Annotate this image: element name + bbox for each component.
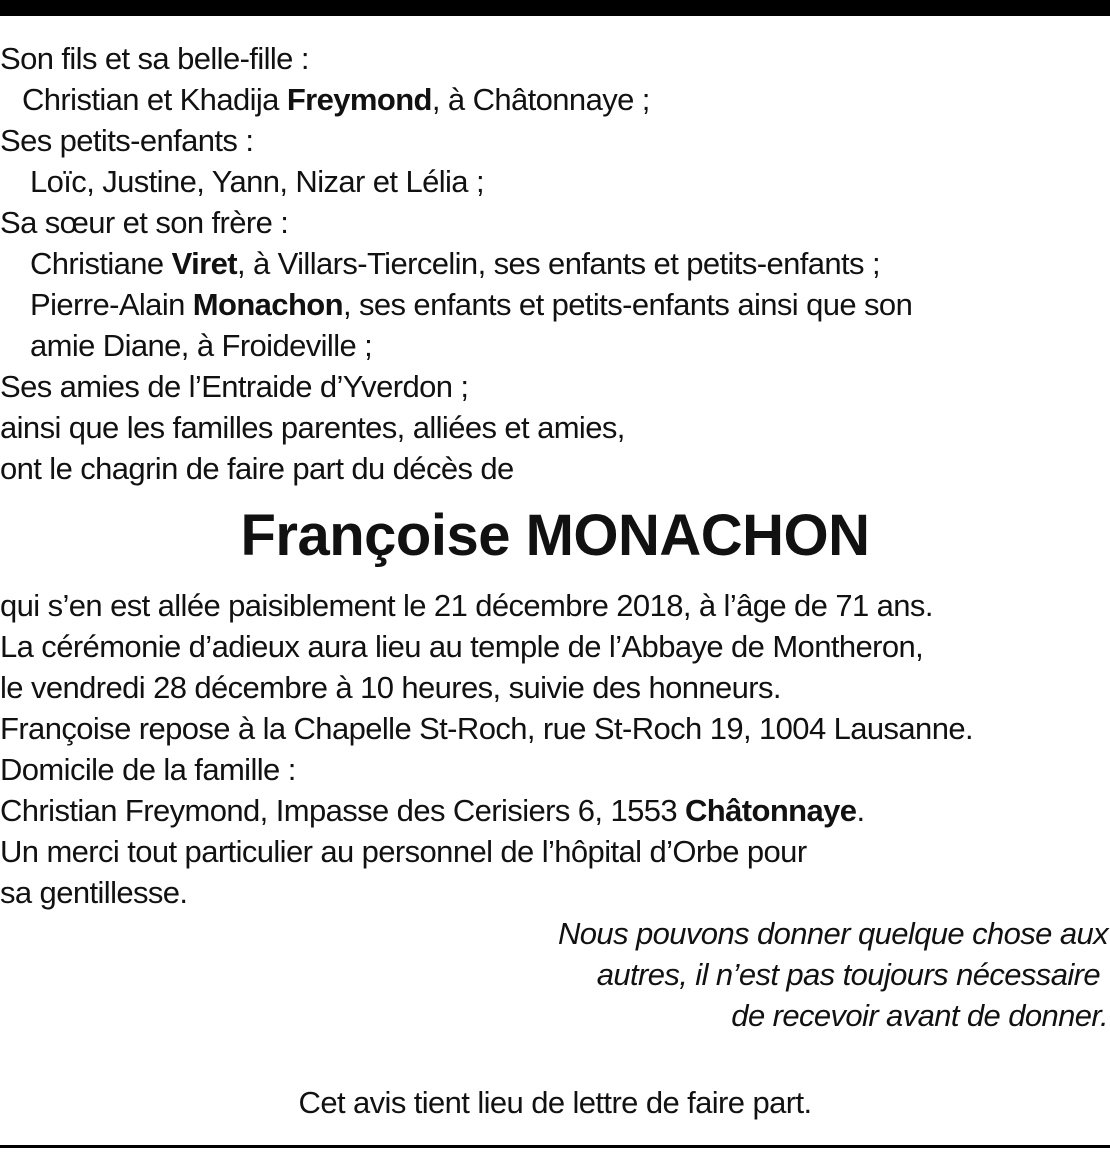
- quote-line-1: Nous pouvons donner quelque chose aux: [558, 916, 1108, 951]
- son-names: Christian et Khadija: [22, 82, 287, 117]
- domicile-address-line: [0, 790, 1110, 831]
- details-line-2: La cérémonie d’adieux aura lieu au temple de l’Abbaye de Montheron,: [0, 629, 924, 664]
- thanks-line-2: sa gentillesse.: [0, 875, 188, 910]
- brother-line-2: amie Diane, à Froideville ;: [30, 328, 373, 363]
- sister-rest: , à Villars-Tiercelin, ses enfants et petits-enfants ;: [236, 246, 880, 281]
- bottom-rule: [0, 1145, 1110, 1148]
- brother-surname: Monachon: [192, 287, 343, 322]
- details-line-1: qui s’en est allée paisiblement le 21 décembre 2018, à l’âge de 71 ans.: [0, 588, 933, 623]
- details-line-4: Françoise repose à la Chapelle St-Roch, rue St-Roch 19, 1004 Lausanne.: [0, 711, 973, 746]
- domicile-address: Christian Freymond, Impasse des Cerisiers 6, 1553: [0, 793, 686, 828]
- domicile-heading: Domicile de la famille :: [0, 752, 296, 787]
- spacer: [0, 1036, 1110, 1082]
- sister-surname: Viret: [171, 246, 237, 281]
- details-line-3: le vendredi 28 décembre à 10 heures, suivie des honneurs.: [0, 670, 781, 705]
- son-place: , à Châtonnaye ;: [431, 82, 650, 117]
- brother-rest: , ses enfants et petits-enfants ainsi que son: [342, 287, 913, 322]
- relatives-line: ainsi que les familles parentes, alliées et amies,: [0, 410, 625, 445]
- domicile-town: Châtonnaye: [685, 793, 857, 828]
- thanks-line-1: Un merci tout particulier au personnel de l’hôpital d’Orbe pour: [0, 834, 807, 869]
- brother-line: [0, 284, 1110, 325]
- sister-line: [0, 243, 1110, 284]
- son-heading: Son fils et sa belle-fille :: [0, 41, 309, 76]
- closing-line: Cet avis tient lieu de lettre de faire part.: [298, 1085, 812, 1120]
- grandchildren-names: Loïc, Justine, Yann, Nizar et Lélia ;: [30, 164, 484, 199]
- brother-first: Pierre-Alain: [30, 287, 193, 322]
- deceased-name: Françoise MONACHON: [240, 503, 870, 568]
- friends-line: Ses amies de l’Entraide d’Yverdon ;: [0, 369, 469, 404]
- sister-first: Christiane: [30, 246, 172, 281]
- death-notice: [0, 38, 1110, 1123]
- son-surname: Freymond: [286, 82, 432, 117]
- domicile-end: .: [856, 793, 865, 828]
- son-line: [0, 79, 1110, 120]
- siblings-heading: Sa sœur et son frère :: [0, 205, 289, 240]
- quote-line-2: autres, il n’est pas toujours nécessaire: [596, 957, 1100, 992]
- quote-line-3: de recevoir avant de donner.: [731, 998, 1108, 1033]
- top-rule: [0, 0, 1110, 16]
- announcement-line: ont le chagrin de faire part du décès de: [0, 451, 514, 486]
- grandchildren-heading: Ses petits-enfants :: [0, 123, 254, 158]
